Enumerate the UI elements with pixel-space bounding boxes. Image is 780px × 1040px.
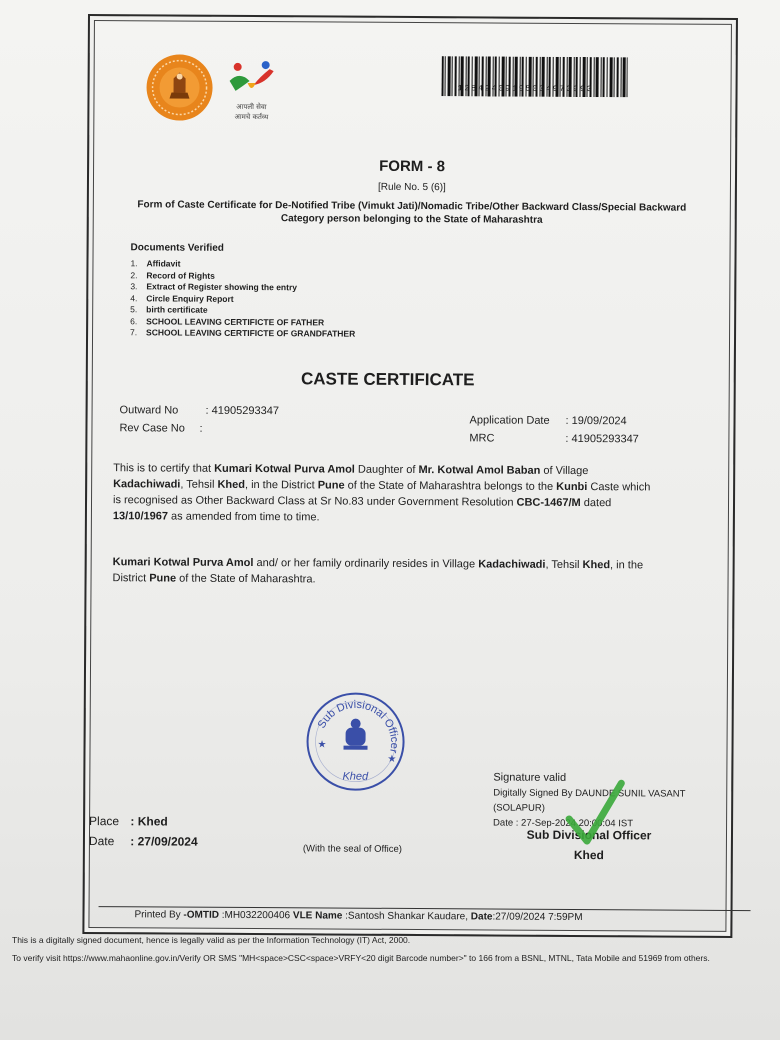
text: of the State of Maharashtra. <box>176 572 316 586</box>
item-number: 4. <box>130 292 138 303</box>
omtid-label: -OMTID <box>180 909 219 921</box>
text: , in the District <box>244 478 318 492</box>
certificate-frame <box>82 14 738 938</box>
caste-name: Kunbi <box>556 480 588 494</box>
outward-value: : 41905293347 <box>205 404 280 418</box>
date-label: Date <box>88 834 115 849</box>
item-number: 5. <box>130 304 138 315</box>
text: , Tehsil <box>545 558 583 572</box>
place-label: Place <box>89 814 120 829</box>
text: dated <box>580 497 612 510</box>
mrc-label: MRC <box>469 432 495 445</box>
printed-date-value: :27/09/2024 7:59PM <box>492 911 583 924</box>
printed-by-bar <box>98 906 750 927</box>
maharashtra-emblem-icon <box>141 52 217 122</box>
residence-paragraph <box>113 554 659 589</box>
certificate-title: CASTE CERTIFICATE <box>300 369 475 390</box>
place-field <box>89 814 168 828</box>
omtid-value: :MH032200406 <box>218 909 291 922</box>
item-text: SCHOOL LEAVING CERTIFICTE OF FATHER <box>146 315 325 327</box>
application-date-value: : 19/09/2024 <box>565 414 627 428</box>
village-name: Kadachiwadi <box>478 558 546 571</box>
certification-paragraph <box>113 460 659 527</box>
officer-office: Khed <box>573 847 604 863</box>
text: , in the District <box>112 559 644 585</box>
signed-by: Digitally Signed By DAUNDE SUNIL VASANT <box>493 787 686 800</box>
seal-bottom-text: Khed <box>342 770 369 783</box>
signer-location: (SOLAPUR) <box>493 802 545 814</box>
item-text: SCHOOL LEAVING CERTIFICTE OF GRANDFATHER <box>146 327 356 339</box>
legal-validity-note: This is a digitally signed document, hence is legally valid as per the Information Technology (IT) Act, 2000. <box>12 935 411 945</box>
applicant-name: Kumari Kotwal Purva Amol <box>112 556 254 570</box>
tehsil-name: Khed <box>217 478 246 491</box>
form-subtitle: Form of Caste Certificate for De-Notified Tribe (Vimukt Jati)/Nomadic Tribe/Other Backward Class/Special Backward Category person belonging to the State of Maharashtra <box>137 199 687 226</box>
date-value: : 27/09/2024 <box>130 834 198 849</box>
text: of Village <box>540 464 589 478</box>
vle-label: VLE Name <box>290 910 343 922</box>
list-item <box>130 327 355 340</box>
verification-instructions: To verify visit https://www.mahaonline.gov.in/Verify OR SMS "MH<space>CSC<space>VRFY<20 digit Barcode number>" to 166 from a BSNL, MTNL, Tata Mobile and 51969 from others. <box>12 953 710 963</box>
mrc-value: : 41905293347 <box>565 432 639 446</box>
ashoka-emblem-icon <box>344 719 368 750</box>
place-value: : Khed <box>130 814 168 829</box>
officer-title: Sub Divisional Officer <box>526 827 652 843</box>
tehsil-name: Khed <box>582 559 611 572</box>
village-name: Kadachiwadi <box>113 478 181 491</box>
signature-date: Date : 27-Sep-2024 20:00:04 IST <box>493 817 634 830</box>
item-number: 7. <box>130 327 138 338</box>
vle-value: :Santosh Shankar Kaudare, <box>342 910 469 923</box>
item-number: 3. <box>130 281 138 292</box>
resolution-date: 13/10/1967 <box>112 510 169 523</box>
documents-verified-title: Documents Verified <box>130 242 224 254</box>
item-number: 2. <box>130 269 138 280</box>
outward-number <box>120 404 279 417</box>
seal-note: (With the seal of Office) <box>302 843 403 855</box>
rev-case-label: Rev Case No <box>119 422 185 435</box>
aaple-sarkar-logo-icon <box>225 57 277 127</box>
logo-caption-line2: आमचे कर्तव्य <box>234 112 269 122</box>
text: Caste which is recognised as Other Backward Class at Sr No.83 under Government Resolution <box>112 481 651 509</box>
form-title: FORM - 8 <box>379 157 446 176</box>
text: , Tehsil <box>180 478 218 491</box>
district-name: Pune <box>317 479 345 492</box>
applicant-name: Kumari Kotwal Purva Amol <box>214 462 355 476</box>
rule-number: [Rule No. 5 (6)] <box>378 181 446 194</box>
documents-verified-list <box>130 258 356 340</box>
rev-case-value: : <box>199 422 203 435</box>
office-seal-stamp <box>303 689 408 794</box>
printed-date-label: Date <box>467 911 493 923</box>
signature-valid-check-icon <box>565 779 625 849</box>
text: This is to certify that <box>113 462 215 475</box>
father-name: Mr. Kotwal Amol Baban <box>418 464 541 477</box>
district-name: Pune <box>149 572 177 585</box>
application-date-label: Application Date <box>469 414 550 427</box>
signature-valid-label: Signature valid <box>493 771 567 784</box>
text: of the State of Maharashtra belongs to the <box>344 479 557 493</box>
rev-case-number <box>119 422 202 435</box>
government-resolution: CBC-1467/M <box>516 496 581 510</box>
printed-by-label: Printed By <box>134 909 181 921</box>
item-text: Affidavit <box>146 258 181 269</box>
text: as amended from time to time. <box>167 510 320 524</box>
item-text: Extract of Register showing the entry <box>146 281 298 293</box>
item-text: Circle Enquiry Report <box>146 292 234 304</box>
text: and/ or her family ordinarily resides in Village <box>253 557 479 571</box>
text: Daughter of <box>354 463 419 477</box>
item-text: birth certificate <box>146 304 208 315</box>
star-icon: ★ <box>387 753 397 765</box>
date-field <box>89 834 198 849</box>
item-text: Record of Rights <box>146 269 215 281</box>
star-icon: ★ <box>317 739 327 751</box>
logo-caption-line1: आपली सेवा <box>236 102 267 112</box>
application-date <box>469 414 626 427</box>
barcode-number: 12842409195004973993 <box>457 84 594 95</box>
item-number: 1. <box>130 258 138 269</box>
seal-top-text: Sub Divisional Officer <box>315 698 401 755</box>
mrc-number <box>469 432 638 445</box>
item-number: 6. <box>130 315 138 326</box>
outward-label: Outward No <box>119 404 179 417</box>
